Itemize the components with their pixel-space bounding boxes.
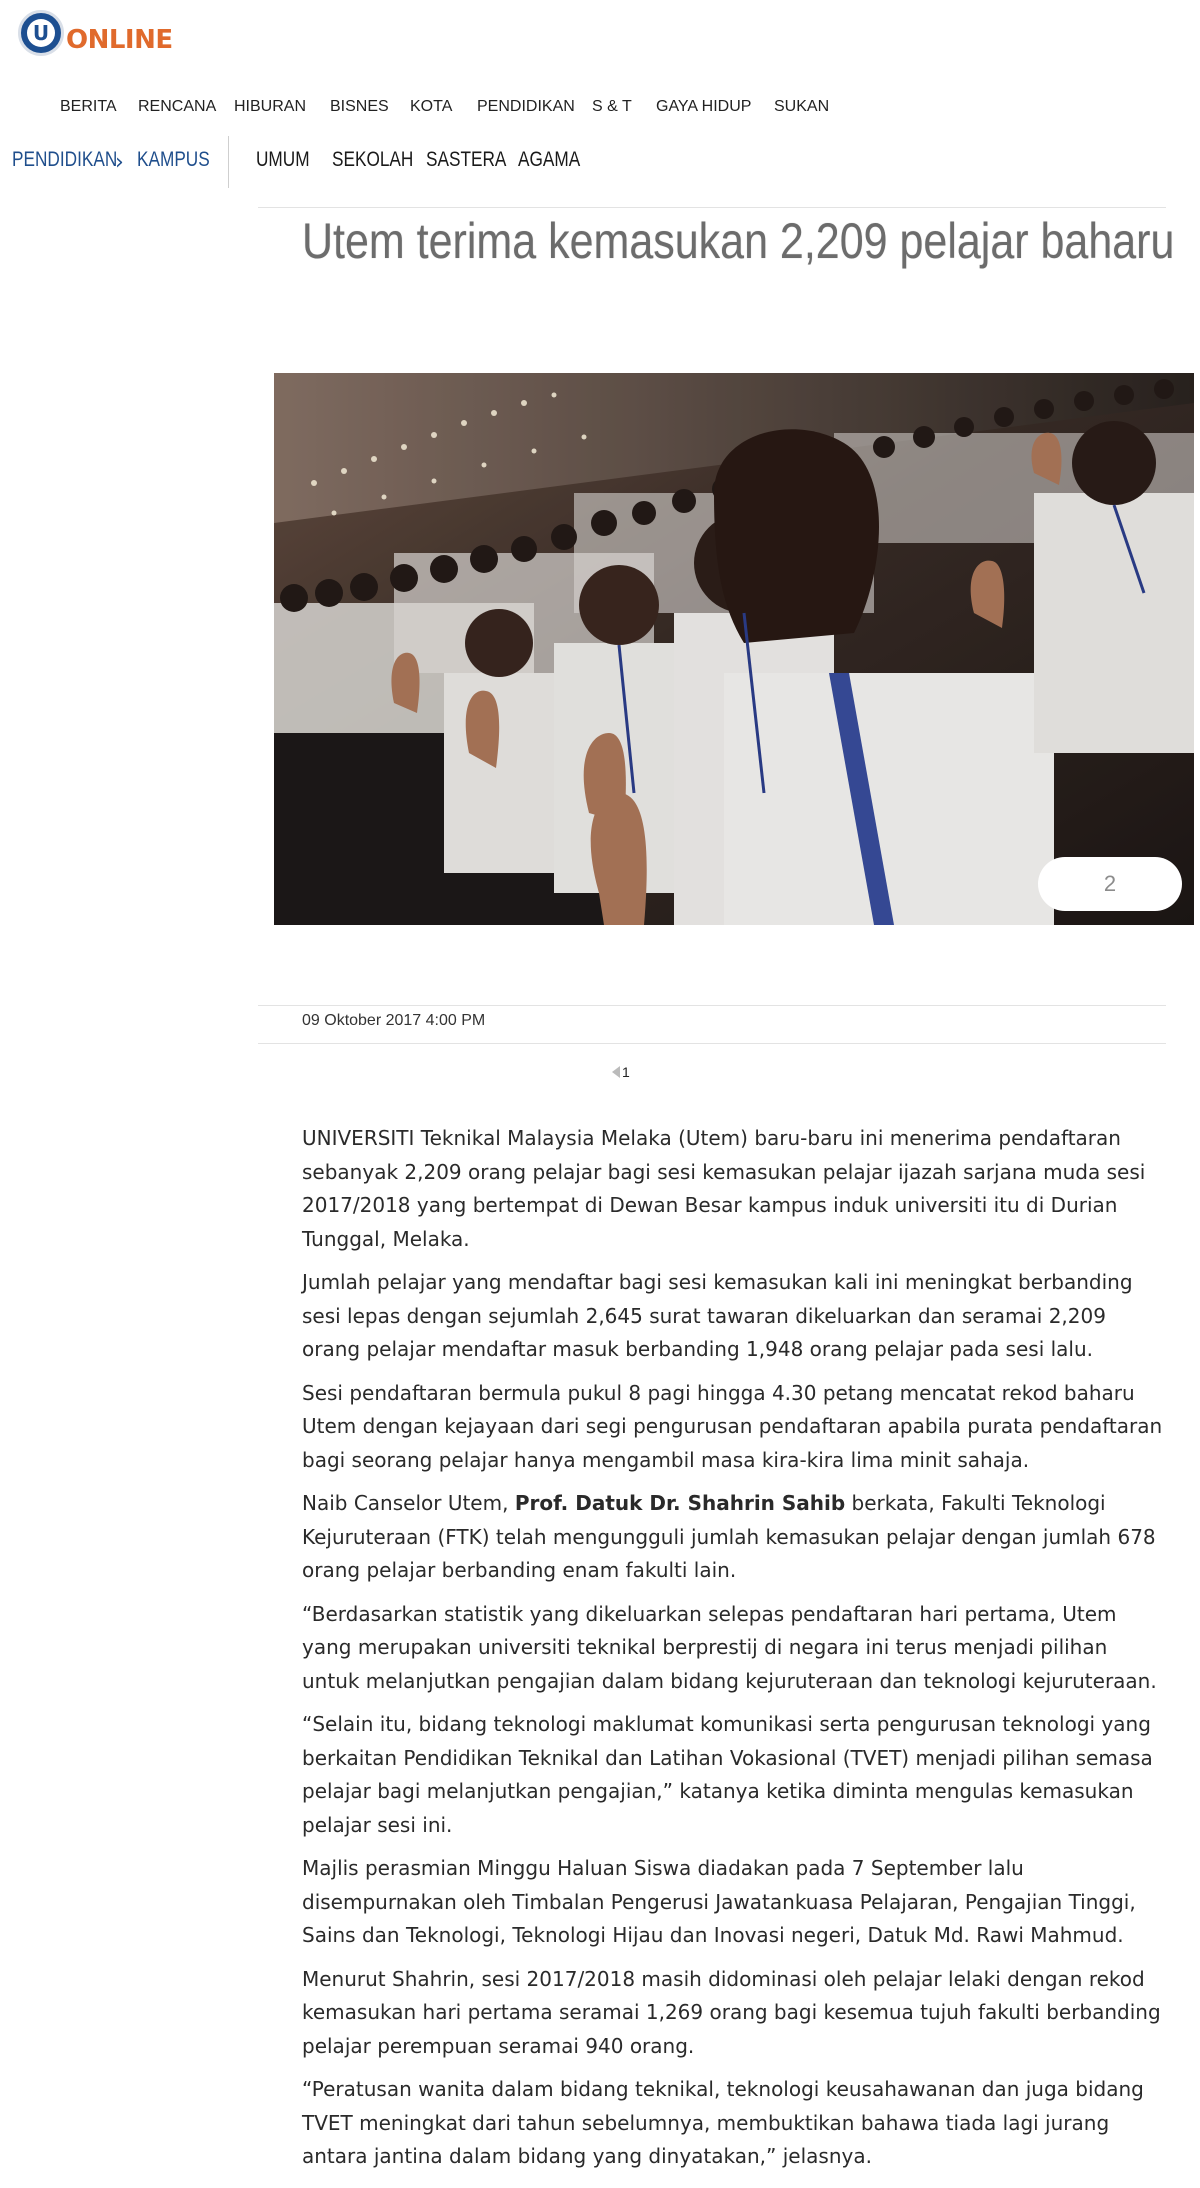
site-logo[interactable] [18,10,173,56]
article-paragraph [302,1487,1164,1588]
person-name: Prof. Datuk Dr. Shahrin Sahib [514,1491,846,1515]
article-photo[interactable] [274,373,1194,925]
article-paragraph: UNIVERSITI Teknikal Malaysia Melaka (Utem) baru-baru ini menerima pendaftaran sebanyak 2,209 orang pelajar bagi sesi kemasukan pelajar ijazah sarjana muda sesi 2017/2018 yang bertempat di Dewan Besar kampus induk universiti itu di Durian Tunggal, Melaka. [302,1126,1146,1251]
meta-rule-bottom [258,1043,1166,1044]
nav-item-bisnes[interactable]: BISNES [330,98,389,115]
article-paragraph: Majlis perasmian Minggu Haluan Siswa diadakan pada 7 September lalu disempurnakan oleh Timbalan Pengerusi Jawatankuasa Pelajaran, Pengajian Tinggi, Sains dan Teknologi, Teknologi Hijau dan Inovasi negeri, Datuk Md. Rawi Mahmud. [302,1856,1136,1947]
article-paragraph: “Selain itu, bidang teknologi maklumat komunikasi serta pengurusan teknologi yang berkaitan Pendidikan Teknikal dan Latihan Vokasional (TVET) menjadi pilihan semasa pelajar bagi melanjutkan pengajian,” katanya ketika diminta mengulas kemasukan pelajar sesi ini. [302,1712,1153,1837]
logo-text: ONLINE [66,25,173,55]
article-paragraph: “Peratusan wanita dalam bidang teknikal, teknologi keusahawanan dan juga bidang TVET meningkat dari tahun sebelumnya, membuktikan bahawa tiada lagi jurang antara jantina dalam bidang yang dinyatakan,” jelasnya. [302,2077,1144,2168]
photo-illustration [274,373,1194,925]
photo-pager[interactable] [612,1064,630,1080]
meta-rule-top [258,1005,1166,1006]
nav-item-berita[interactable]: BERITA [60,98,117,115]
article-paragraph: Sesi pendaftaran bermula pukul 8 pagi hingga 4.30 petang mencatat rekod baharu Utem dengan kejayaan dari segi pengurusan pendaftaran apabila purata pendaftaran bagi seorang pelajar hanya mengambil masa kira-kira lima minit sahaja. [302,1380,1163,1472]
nav-item-gaya-hidup[interactable]: GAYA HIDUP [656,98,752,115]
paragraph-text: Naib Canselor Utem, [302,1491,515,1515]
breadcrumb-current[interactable]: KAMPUS [137,148,210,171]
article-paragraph: “Berdasarkan statistik yang dikeluarkan selepas pendaftaran hari pertama, Utem yang merupakan universiti teknikal berprestij di negara ini terus menjadi pilihan untuk melanjutkan pengajian dalam bidang kejuruteraan dan teknologi kejuruteraan. [302,1601,1157,1693]
nav-item-hiburan[interactable]: HIBURAN [234,98,307,115]
nav-item-kota[interactable]: KOTA [410,98,453,115]
subnav-item-umum[interactable]: UMUM [256,148,310,171]
chevron-right-icon: › [115,150,124,175]
article-paragraph: Menurut Shahrin, sesi 2017/2018 masih didominasi oleh pelajar lelaki dengan rekod kemasukan hari pertama seramai 1,269 orang bagi kesemua tujuh fakulti berbanding pelajar perempuan seramai 940 orang. [302,1966,1161,2058]
subnav-divider [228,136,229,188]
subnav-item-agama[interactable]: AGAMA [518,148,581,171]
photo-counter-badge[interactable]: 2 [1038,857,1182,911]
article-body [302,1122,1164,2184]
article-date: 09 Oktober 2017 4:00 PM [302,1012,486,1029]
breadcrumb-section[interactable]: PENDIDIKAN [12,148,118,171]
logo-mark-icon [18,10,64,56]
arrow-left-icon[interactable] [612,1066,620,1078]
article-paragraph: Jumlah pelajar yang mendaftar bagi sesi kemasukan kali ini meningkat berbanding sesi lepas dengan sejumlah 2,645 surat tawaran dikeluarkan dan seramai 2,209 orang pelajar mendaftar masuk berbanding 1,948 orang pelajar pada sesi lalu. [302,1270,1133,1361]
nav-item-rencana[interactable]: RENCANA [138,98,217,115]
nav-item-pendidikan[interactable]: PENDIDIKAN [477,98,575,115]
paragraph-text: berkata, Fakulti Teknologi Kejuruteraan (FTK) telah mengungguli jumlah kemasukan pelajar dengan jumlah 678 orang pelajar berbanding enam fakulti lain. [302,1491,1156,1582]
nav-item-sukan[interactable]: SUKAN [774,98,830,115]
logo-letter: U [27,19,55,47]
nav-item-sains-teknologi[interactable]: S & T [592,98,632,115]
article-headline: Utem terima kemasukan 2,209 pelajar baharu [302,213,1175,269]
subnav-item-sastera[interactable]: SASTERA [426,148,507,171]
pager-current: 1 [622,1064,630,1080]
header-rule [258,207,1166,208]
subnav-item-sekolah[interactable]: SEKOLAH [332,148,414,171]
